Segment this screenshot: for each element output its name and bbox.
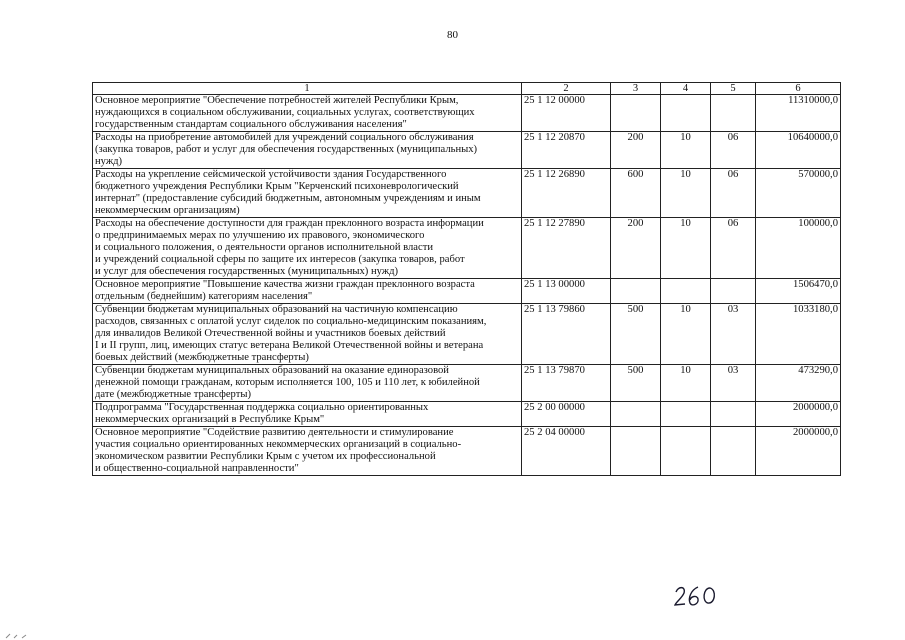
row-name-cell: Расходы на приобретение автомобилей для учреждений социального обслуживания (закупка товаров, работ и услуг для обеспечения государственных (муниципальных) нужд) bbox=[93, 132, 522, 169]
table-row bbox=[93, 132, 841, 169]
table-row bbox=[93, 279, 841, 304]
header-col-1: 1 bbox=[93, 83, 522, 95]
row-name-cell: Субвенции бюджетам муниципальных образований на частичную компенсацию расходов, связанных с оплатой услуг сиделок по социально-медицинским показаниям, для инвалидов Великой Отечественной войны и участников боевых действий I и II групп, лиц, имеющих статус ветерана Великой Отечественной войны и ветерана боевых действий (межбюджетные трансферты) bbox=[93, 304, 522, 365]
row-col3-cell: 500 bbox=[611, 365, 661, 402]
row-col5-cell: 03 bbox=[711, 304, 756, 365]
row-col3-cell bbox=[611, 402, 661, 427]
row-col3-cell: 500 bbox=[611, 304, 661, 365]
table-row bbox=[93, 304, 841, 365]
header-col-6: 6 bbox=[756, 83, 841, 95]
header-col-5: 5 bbox=[711, 83, 756, 95]
table-body bbox=[93, 95, 841, 476]
row-col3-cell: 600 bbox=[611, 169, 661, 218]
row-col5-cell bbox=[711, 402, 756, 427]
row-col3-cell bbox=[611, 279, 661, 304]
row-name-cell: Подпрограмма "Государственная поддержка социально ориентированных некоммерческих организаций в Республике Крым" bbox=[93, 402, 522, 427]
row-code-cell: 25 1 12 27890 bbox=[522, 218, 611, 279]
row-amount-cell: 10640000,0 bbox=[756, 132, 841, 169]
row-col4-cell bbox=[661, 402, 711, 427]
table-row bbox=[93, 402, 841, 427]
row-code-cell: 25 1 13 00000 bbox=[522, 279, 611, 304]
budget-table bbox=[92, 82, 841, 476]
row-amount-cell: 2000000,0 bbox=[756, 402, 841, 427]
row-col4-cell bbox=[661, 427, 711, 476]
row-name-cell: Расходы на обеспечение доступности для граждан преклонного возраста информации о предпринимаемых мерах по улучшению их правового, экономического и социального положения, о деятельности органов исполнительной власти и учреждений социальной сферы по защите их интересов (закупка товаров, работ и услуг для обеспечения государственных (муниципальных) нужд) bbox=[93, 218, 522, 279]
row-name-cell: Расходы на укрепление сейсмической устойчивости здания Государственного бюджетного учреждения Республики Крым "Керченский психоневрологический интернат" (предоставление субсидий бюджетным, автономным учреждениям и иным некоммерческим организациям) bbox=[93, 169, 522, 218]
row-col5-cell bbox=[711, 279, 756, 304]
row-code-cell: 25 1 12 26890 bbox=[522, 169, 611, 218]
table-row bbox=[93, 365, 841, 402]
margin-mark bbox=[0, 632, 40, 640]
table-row bbox=[93, 218, 841, 279]
row-col5-cell: 06 bbox=[711, 218, 756, 279]
row-name-cell: Субвенции бюджетам муниципальных образований на оказание единоразовой денежной помощи гражданам, которым исполняется 100, 105 и 110 лет, к юбилейной дате (межбюджетные трансферты) bbox=[93, 365, 522, 402]
row-amount-cell: 100000,0 bbox=[756, 218, 841, 279]
row-name-cell: Основное мероприятие "Содействие развитию деятельности и стимулирование участия социально ориентированных некоммерческих организаций в социально- экономическом развитии Республики Крым с учетом их профессиональной и общественно-социальной направленности" bbox=[93, 427, 522, 476]
row-col5-cell: 06 bbox=[711, 132, 756, 169]
row-col4-cell: 10 bbox=[661, 132, 711, 169]
table-row bbox=[93, 169, 841, 218]
row-col4-cell: 10 bbox=[661, 169, 711, 218]
row-col4-cell bbox=[661, 279, 711, 304]
row-code-cell: 25 2 04 00000 bbox=[522, 427, 611, 476]
row-name-cell: Основное мероприятие "Повышение качества жизни граждан преклонного возраста отдельным (беднейшим) категориям населения" bbox=[93, 279, 522, 304]
row-code-cell: 25 1 13 79860 bbox=[522, 304, 611, 365]
row-amount-cell: 473290,0 bbox=[756, 365, 841, 402]
row-col3-cell bbox=[611, 427, 661, 476]
row-amount-cell: 11310000,0 bbox=[756, 95, 841, 132]
row-col4-cell bbox=[661, 95, 711, 132]
table-header-row bbox=[93, 83, 841, 95]
row-name-cell: Основное мероприятие "Обеспечение потребностей жителей Республики Крым, нуждающихся в социальном обслуживании, социальных услугах, соответствующих государственным стандартам социального обслуживания населения" bbox=[93, 95, 522, 132]
row-col5-cell bbox=[711, 427, 756, 476]
header-col-4: 4 bbox=[661, 83, 711, 95]
row-code-cell: 25 1 12 20870 bbox=[522, 132, 611, 169]
table-row bbox=[93, 95, 841, 132]
row-amount-cell: 2000000,0 bbox=[756, 427, 841, 476]
row-col4-cell: 10 bbox=[661, 365, 711, 402]
table-row bbox=[93, 427, 841, 476]
row-code-cell: 25 2 00 00000 bbox=[522, 402, 611, 427]
handwritten-page-mark bbox=[672, 582, 722, 608]
row-col3-cell bbox=[611, 95, 661, 132]
row-col5-cell: 03 bbox=[711, 365, 756, 402]
row-col3-cell: 200 bbox=[611, 132, 661, 169]
row-col4-cell: 10 bbox=[661, 304, 711, 365]
row-col5-cell bbox=[711, 95, 756, 132]
row-amount-cell: 1033180,0 bbox=[756, 304, 841, 365]
row-col5-cell: 06 bbox=[711, 169, 756, 218]
row-col4-cell: 10 bbox=[661, 218, 711, 279]
row-code-cell: 25 1 13 79870 bbox=[522, 365, 611, 402]
row-amount-cell: 570000,0 bbox=[756, 169, 841, 218]
row-col3-cell: 200 bbox=[611, 218, 661, 279]
header-col-2: 2 bbox=[522, 83, 611, 95]
row-amount-cell: 1506470,0 bbox=[756, 279, 841, 304]
header-col-3: 3 bbox=[611, 83, 661, 95]
page-number: 80 bbox=[447, 29, 458, 41]
row-code-cell: 25 1 12 00000 bbox=[522, 95, 611, 132]
